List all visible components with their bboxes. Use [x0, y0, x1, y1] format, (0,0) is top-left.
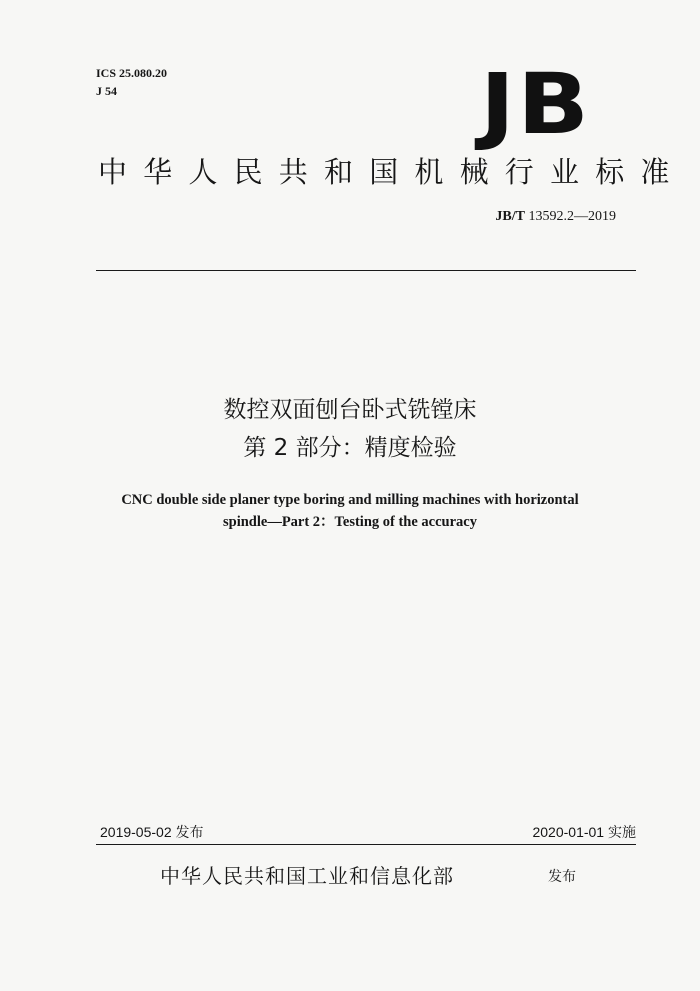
standard-number-prefix: JB/T [495, 209, 525, 224]
publish-date: 2019-05-02 发布 [100, 824, 204, 840]
issuer-name: 中华人民共和国工业和信息化部 [160, 864, 454, 888]
standard-number-value: 13592.2—2019 [525, 209, 616, 224]
title-en-line-2: spindle—Part 2：Testing of the accuracy [222, 514, 477, 530]
standard-number [495, 208, 616, 226]
jb-logo: JB [480, 55, 592, 153]
title-cn-line-1: 数控双面刨台卧式铣镗床 [223, 397, 477, 423]
top-divider [96, 270, 636, 271]
bottom-divider [96, 844, 636, 845]
ccs-code: J 54 [96, 84, 117, 98]
implement-date: 2020-01-01 实施 [532, 824, 636, 840]
title-cn-line-2: 第 2 部分：精度检验 [243, 435, 457, 461]
ics-code: ICS 25.080.20 [96, 66, 168, 80]
issuer-suffix: 发布 [548, 869, 576, 885]
industry-standard-heading: 中华人民共和国机械行业标准 [98, 155, 686, 189]
title-en-line-1: CNC double side planer type boring and milling machines with horizontal [121, 492, 579, 508]
